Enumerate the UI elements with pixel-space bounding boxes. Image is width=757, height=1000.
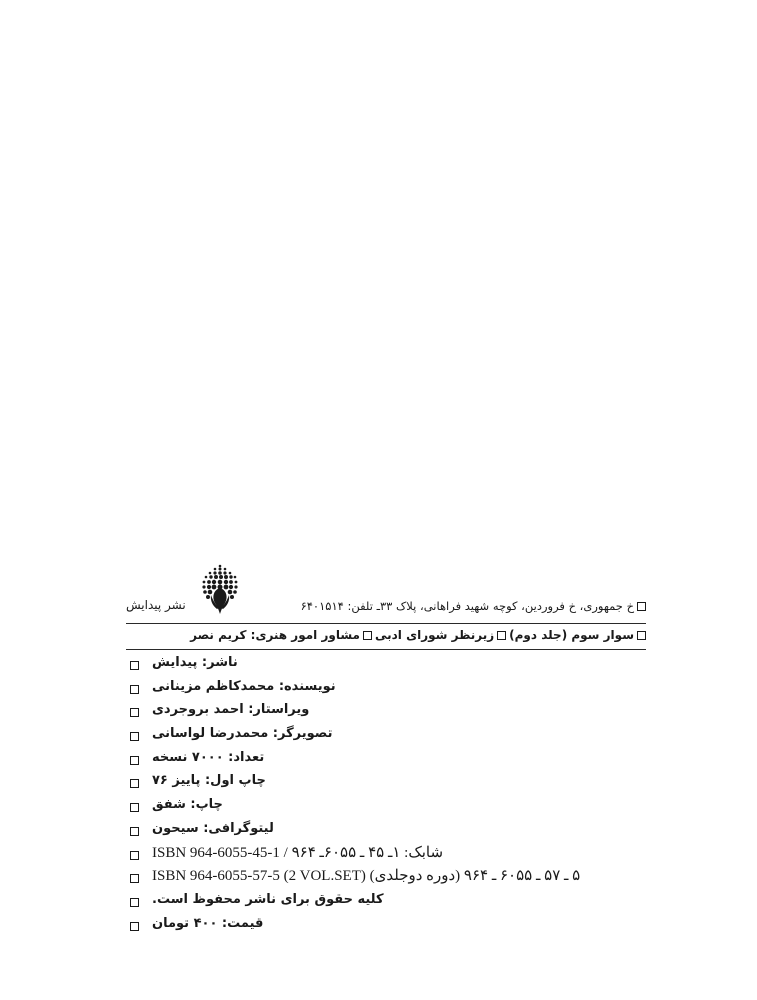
- info-item-rights: [128, 890, 628, 914]
- info-text: تعداد: ۷۰۰۰ نسخه: [152, 749, 265, 765]
- info-text: چاپ اول: پاییز ۷۶: [152, 773, 266, 789]
- info-text: ویراستار: احمد بروجردی: [152, 702, 310, 718]
- publisher-address: [301, 599, 646, 613]
- info-text: ۵ ـ ۵۷ ـ ۶۰۵۵ ـ ۹۶۴ (دوره دوجلدی) ISBN 964-6055-57-5 (2 VOL.SET): [152, 868, 581, 885]
- checkbox-square-icon: [130, 851, 139, 860]
- info-text: چاپ: شفق: [152, 797, 223, 813]
- address-text: خ جمهوری، خ فروردین، کوچه شهید فراهانی، پلاک ۳۳ـ تلفن: ۶۴۰۱۵۱۴: [300, 599, 634, 613]
- info-item-lithography: [128, 819, 628, 843]
- info-item-editor: [128, 700, 628, 724]
- info-item-isbn: [128, 843, 628, 867]
- checkbox-square-icon: [130, 803, 139, 812]
- publisher-header: [118, 562, 646, 622]
- info-item-publisher: [128, 653, 628, 677]
- checkbox-square-icon: [130, 898, 139, 907]
- checkbox-square-icon: [130, 732, 139, 741]
- info-item-printer: [128, 795, 628, 819]
- info-text: شابک: ۱ـ ۴۵ ـ ۶۰۵۵ـ ۹۶۴ / ISBN 964-6055-45-1: [152, 844, 444, 861]
- info-text: لیتوگرافی: سیحون: [152, 820, 274, 836]
- info-item-illustrator: [128, 724, 628, 748]
- info-item-first-edition: [128, 771, 628, 795]
- info-item-print-run: [128, 748, 628, 772]
- checkbox-square-icon: [637, 631, 646, 640]
- divider: [126, 623, 646, 624]
- checkbox-square-icon: [130, 779, 139, 788]
- series-board: زیرنظر شورای ادبی: [374, 628, 495, 642]
- checkbox-square-icon: [637, 602, 646, 611]
- info-text: تصویرگر: محمدرضا لواسانی: [152, 726, 333, 742]
- info-item-author: [128, 677, 628, 701]
- checkbox-square-icon: [130, 922, 139, 931]
- checkbox-square-icon: [130, 874, 139, 883]
- checkbox-square-icon: [130, 708, 139, 717]
- checkbox-square-icon: [130, 827, 139, 836]
- info-item-isbn-set: [128, 866, 628, 890]
- info-text: قیمت: ۴۰۰ تومان: [152, 915, 264, 931]
- series-info-line: [190, 628, 646, 642]
- publisher-logo-icon: [200, 564, 240, 616]
- info-text: ناشر: پیدایش: [152, 655, 238, 670]
- info-item-price: [128, 914, 628, 938]
- checkbox-square-icon: [363, 631, 372, 640]
- checkbox-square-icon: [130, 756, 139, 765]
- publisher-logo-name: نشر پیدایش: [126, 598, 186, 612]
- checkbox-square-icon: [130, 685, 139, 694]
- info-text: نویسنده: محمدکاظم مزینانی: [152, 678, 336, 694]
- checkbox-square-icon: [130, 661, 139, 670]
- series-advisor: مشاور امور هنری: کریم نصر: [190, 628, 360, 642]
- series-title: سوار سوم (جلد دوم): [509, 628, 634, 642]
- divider: [126, 649, 646, 650]
- info-text: کلیه حقوق برای ناشر محفوظ است.: [152, 891, 384, 907]
- checkbox-square-icon: [497, 631, 506, 640]
- book-info-list: [128, 653, 628, 937]
